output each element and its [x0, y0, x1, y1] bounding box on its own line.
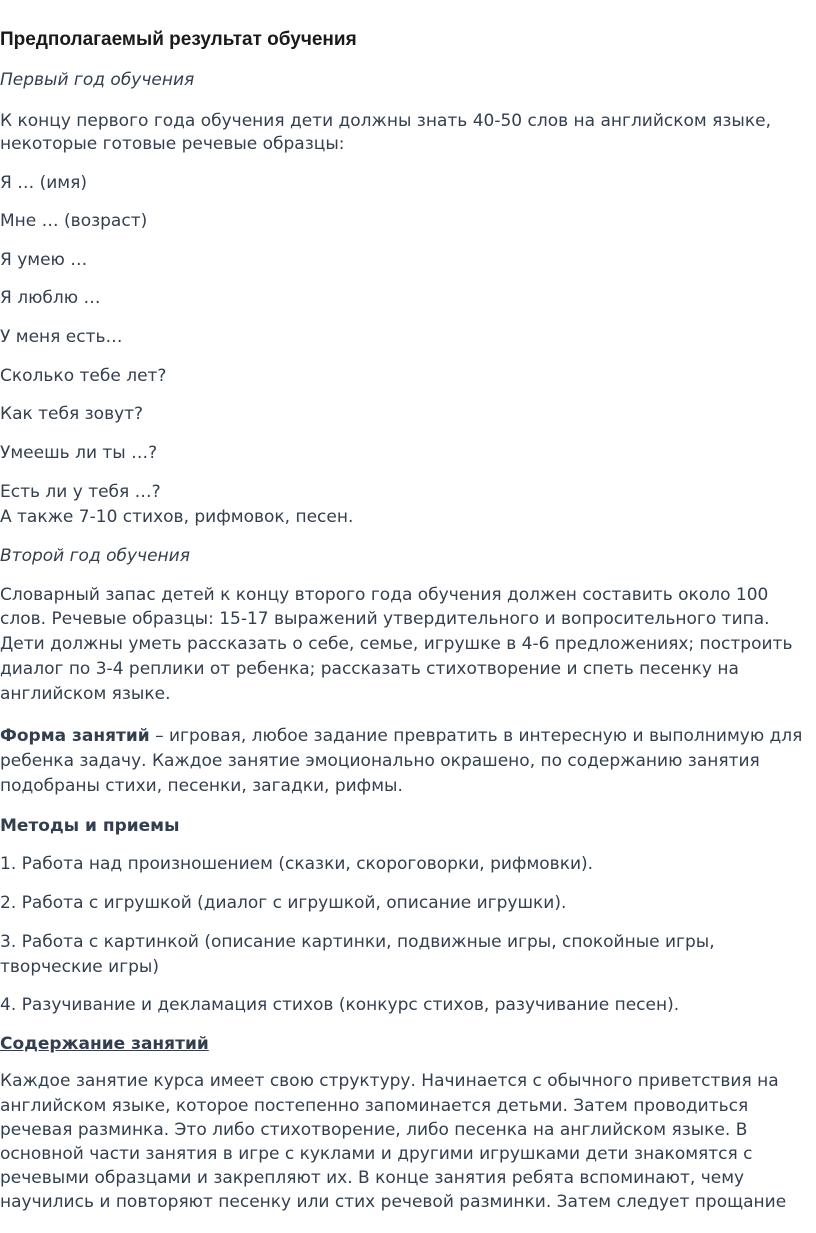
method-item: творческие игры) — [0, 957, 159, 977]
year1-heading: Первый год обучения — [0, 70, 195, 90]
content-line: основной части занятия в игре с куклами и другими игрушками дети знакомятся с — [0, 1144, 753, 1164]
method-item: 1. Работа над произношением (сказки, скороговорки, рифмовки). — [0, 854, 594, 874]
phrase-item: Мне … (возраст) — [0, 211, 148, 231]
content-line: речевыми образцами и закрепляют их. В конце занятия ребята вспоминают, чему — [0, 1168, 745, 1188]
year1-also: А также 7-10 стихов, рифмовок, песен. — [0, 507, 354, 527]
methods-heading: Методы и приемы — [0, 816, 180, 836]
year2-heading: Второй год обучения — [0, 546, 190, 566]
form-text: – игровая, любое задание превратить в интересную и выполнимую для — [149, 726, 803, 746]
phrase-item: Сколько тебе лет? — [0, 366, 167, 386]
year2-text-line: диалог по 3-4 реплики от ребенка; рассказать стихотворение и спеть песенку на — [0, 659, 739, 679]
form-paragraph-line: подобраны стихи, песенки, загадки, рифмы. — [0, 776, 403, 796]
phrase-item: Я … (имя) — [0, 173, 87, 193]
phrase-item: Как тебя зовут? — [0, 404, 144, 424]
year2-text-line: английском языке. — [0, 684, 171, 704]
method-item: 2. Работа с игрушкой (диалог с игрушкой, описание игрушки). — [0, 893, 567, 913]
content-heading: Содержание занятий — [0, 1034, 209, 1054]
content-line: Каждое занятие курса имеет свою структуру. Начинается с обычного приветствия на — [0, 1071, 779, 1091]
content-line: речевая разминка. Это либо стихотворение, либо песенка на английском языке. В — [0, 1120, 748, 1140]
form-paragraph-line — [0, 724, 802, 748]
year1-intro-line: К концу первого года обучения дети должны знать 40-50 слов на английском языке, — [0, 111, 771, 131]
year2-text-line: Словарный запас детей к концу второго года обучения должен составить около 100 — [0, 585, 769, 605]
content-line: научились и повторяют песенку или стих речевой разминки. Затем следует прощание — [0, 1192, 787, 1212]
year1-intro-line: некоторые готовые речевые образцы: — [0, 134, 345, 154]
phrase-item: У меня есть… — [0, 327, 123, 347]
phrase-item: Я люблю … — [0, 288, 101, 308]
phrase-item: Есть ли у тебя …? — [0, 482, 161, 502]
form-paragraph-line: ребенка задачу. Каждое занятие эмоционально окрашено, по содержанию занятия — [0, 751, 760, 771]
form-label: Форма занятий — [0, 726, 150, 746]
year2-text-line: Дети должны уметь рассказать о себе, семье, игрушке в 4-6 предложениях; построить — [0, 634, 793, 654]
method-item: 3. Работа с картинкой (описание картинки, подвижные игры, спокойные игры, — [0, 932, 715, 952]
phrase-item: Я умею … — [0, 250, 88, 270]
year2-text-line: слов. Речевые образцы: 15-17 выражений утвердительного и вопросительного типа. — [0, 609, 770, 629]
page-title: Предполагаемый результат обучения — [0, 29, 357, 50]
content-line: английском языке, которое постепенно запоминается детьми. Затем проводиться — [0, 1096, 749, 1116]
method-item: 4. Разучивание и декламация стихов (конкурс стихов, разучивание песен). — [0, 995, 680, 1015]
phrase-item: Умеешь ли ты …? — [0, 443, 158, 463]
